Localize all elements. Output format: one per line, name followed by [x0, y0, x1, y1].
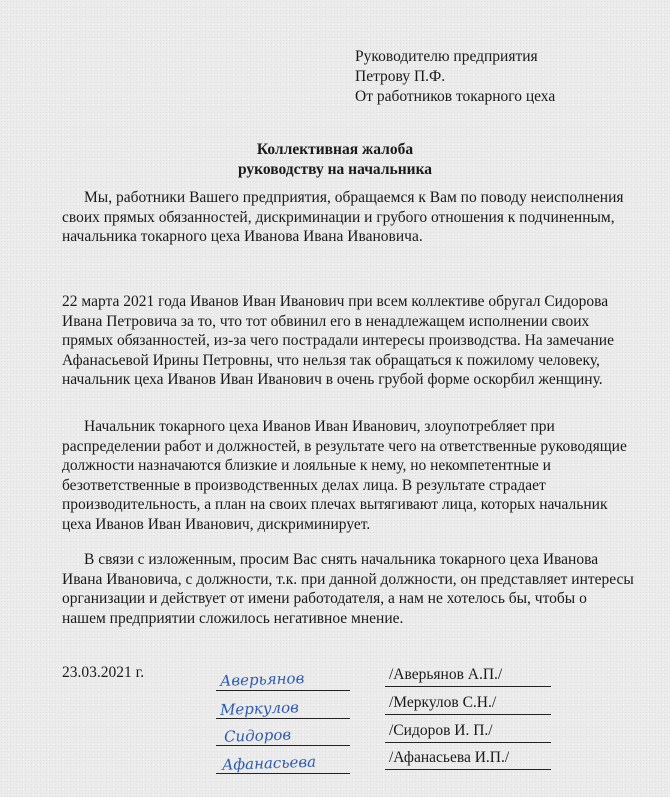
- document-date: 23.03.2021 г.: [62, 664, 145, 681]
- signature-4: [216, 751, 350, 774]
- title-line-1: Коллективная жалоба: [256, 141, 414, 158]
- document-title: [0, 140, 670, 180]
- signatory-name-3: /Сидоров И. П./: [385, 720, 551, 743]
- signature-2: [216, 696, 350, 719]
- title-line-2: руководству на начальника: [237, 161, 433, 178]
- paragraph-incident: 22 марта 2021 года Иванов Иван Иванович при всем коллективе обругал Сидорова Ивана Петровича за то, что тот обвинил его в ненадлежащем исполнении своих прямых обязанностей, из-за чего пострадали интересы производства. На замечание Афанасьевой Ирины Петровны, что нельзя так обращаться к пожилому человеку, начальник цеха Иванов Иван Иванович в очень грубой форме оскорбил женщину.: [62, 293, 614, 388]
- signatory-name-2: /Меркулов С.Н./: [385, 692, 551, 715]
- signatory-name-1: /Аверьянов А.П./: [385, 664, 551, 687]
- paragraph-abuse: Начальник токарного цеха Иванов Иван Иванович, злоупотребляет при распределении работ и должностей, в результате чего на ответственные руководящие должности назначаются близкие и лояльные к нему, но некомпетентные и безответственные в производственных делах лица. В результате страдает производительность, а план на своих плечах вытягивают лица, которых начальник цеха Иванов Иван Иванович, дискриминирует.: [62, 418, 627, 533]
- signature-1: [216, 668, 350, 691]
- signature-3-text: Сидоров: [223, 725, 292, 746]
- signature-3: [216, 723, 350, 746]
- addressee-line-2: Петрову П.Ф.: [355, 68, 446, 85]
- addressee-block: [355, 47, 555, 107]
- paragraph-intro: Мы, работники Вашего предприятия, обращаемся к Вам по поводу неисполнения своих прямых обязанностей, дискриминации и грубого отношения к подчиненным, начальника токарного цеха Иванова Ивана Ивановича.: [62, 189, 624, 245]
- signature-2-text: Меркулов: [219, 698, 300, 719]
- signature-4-text: Афанасьева: [221, 752, 317, 774]
- signatory-name-4: /Афанасьева И.П./: [385, 747, 551, 770]
- addressee-line-1: Руководителю предприятия: [355, 48, 538, 65]
- paragraph-request: В связи с изложенным, просим Вас снять начальника токарного цеха Иванова Ивана Ивановича, с должности, т.к. при данной должности, он представляет интересы организации и действует от имени работодателя, а нам не хотелось бы, чтобы о нашем предприятии сложилось негативное мнение.: [62, 551, 634, 627]
- signature-1-text: Аверьянов: [219, 669, 305, 690]
- addressee-line-3: От работников токарного цеха: [355, 88, 556, 105]
